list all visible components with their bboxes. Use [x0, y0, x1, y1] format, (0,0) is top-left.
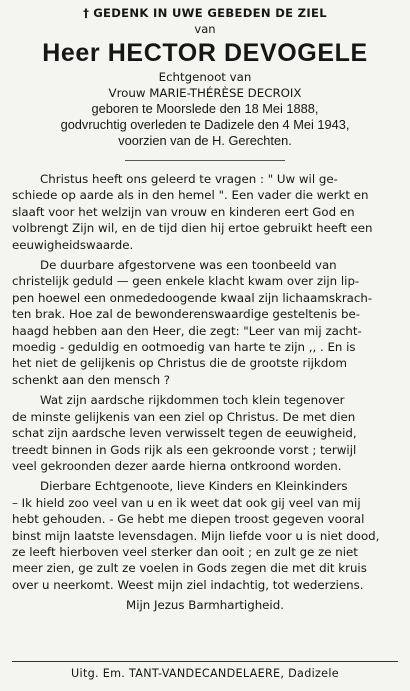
birth-line: geboren te Moorslede den 18 Mei 1888,	[91, 101, 319, 116]
text-line: ze leeft hierboven veel sterker dan ooit ; en zult ge ze niet	[12, 544, 358, 559]
text-line: De duurbare afgestorvene was een toonbeeld van	[40, 258, 337, 273]
cross-icon: †	[83, 6, 90, 20]
van-text: van	[194, 22, 216, 36]
text-line: schiede op aarde als in den hemel ". Een vader die werkt en	[12, 188, 369, 203]
text-line: over u neerkomt. Weest mijn ziel indachtig, tot wederziens.	[12, 577, 364, 592]
text-line: binst mijn laatste levensdagen. Mijn liefde voor u is niet dood,	[12, 528, 380, 543]
text-line: ten brak. Hoe zal de bewonderenswaardige gesteltenis be-	[12, 307, 360, 322]
text-line: Wat zijn aardsche rijkdommen toch klein tegenover	[40, 393, 345, 408]
prayer-request-text: GEDENK IN UWE GEBEDEN DE ZIEL	[93, 6, 327, 20]
text-line: schenkt aan den mensch ?	[12, 372, 171, 387]
text-line: veel gekroonden dezer aarde hierna ontkroond worden.	[12, 458, 342, 473]
text-line: schat zijn aardsche leven verwisselt tegen de eeuwigheid,	[12, 426, 357, 441]
text-line: pen hoewel een onmededoogende kwaal zijn lichaamskrach-	[12, 290, 373, 305]
closing-prayer: Mijn Jezus Barmhartigheid.	[126, 598, 284, 613]
divider	[125, 160, 285, 161]
paragraph-3	[12, 392, 398, 474]
text-line: treedt binnen in Gods rijk als een gekroonde vorst ; terwijl	[12, 442, 357, 457]
text-line: haagd hebben aan den Heer, die zegt: "Leer van mij zacht-	[12, 323, 362, 338]
text-line: meer zien, ge zult ze voelen in Gods zegen die met dit kruis	[12, 561, 367, 576]
paragraph-4	[12, 478, 398, 593]
paragraph-1	[12, 171, 398, 253]
spouse-role: Echtgenoot van	[158, 70, 252, 84]
text-line: volbrengt Zijn wil, en de tijd dien hij ertoe gebruikt heeft een	[12, 221, 373, 236]
deceased-name: Heer HECTOR DEVOGELE	[42, 39, 368, 67]
memorial-text	[12, 171, 398, 613]
text-line: moedig - geduldig en ootmoedig van harte te zijn ,, . En is	[12, 340, 356, 355]
text-line: het niet de gelijkenis op Christus die de grootste rijkdom	[12, 356, 347, 371]
printer-credit: Uitg. Em. TANT-VANDECANDELAERE, Dadizele	[71, 667, 339, 680]
text-line: eeuwigheidswaarde.	[12, 237, 134, 252]
prayer-request-line	[12, 6, 398, 21]
text-line: hebt gehouden. - Ge hebt me diepen troost gegeven vooral	[12, 512, 365, 527]
sacraments-line: voorzien van de H. Gerechten.	[118, 133, 292, 148]
spouse-name: Vrouw MARIE-THÉRÈSE DECROIX	[108, 86, 302, 100]
text-line: Dierbare Echtgenoote, lieve Kinders en Kleinkinders	[40, 479, 348, 494]
card-header	[12, 6, 398, 149]
text-line: – Ik hield zoo veel van u en ik weet dat ook gij veel van mij	[12, 495, 361, 510]
text-line: slaaft voor het welzijn van vrouw en kinderen eert God en	[12, 204, 355, 219]
text-line: de minste gelijkenis van een ziel op Christus. De met dien	[12, 409, 356, 424]
paragraph-2	[12, 257, 398, 388]
text-line: christelijk geduld — geen enkele klacht kwam over zijn lip-	[12, 274, 360, 289]
death-line: godvruchtig overleden te Dadizele den 4 Mei 1943,	[60, 117, 350, 132]
bottom-divider	[12, 661, 398, 662]
text-line: Christus heeft ons geleerd te vragen : " Uw wil ge-	[40, 172, 338, 186]
